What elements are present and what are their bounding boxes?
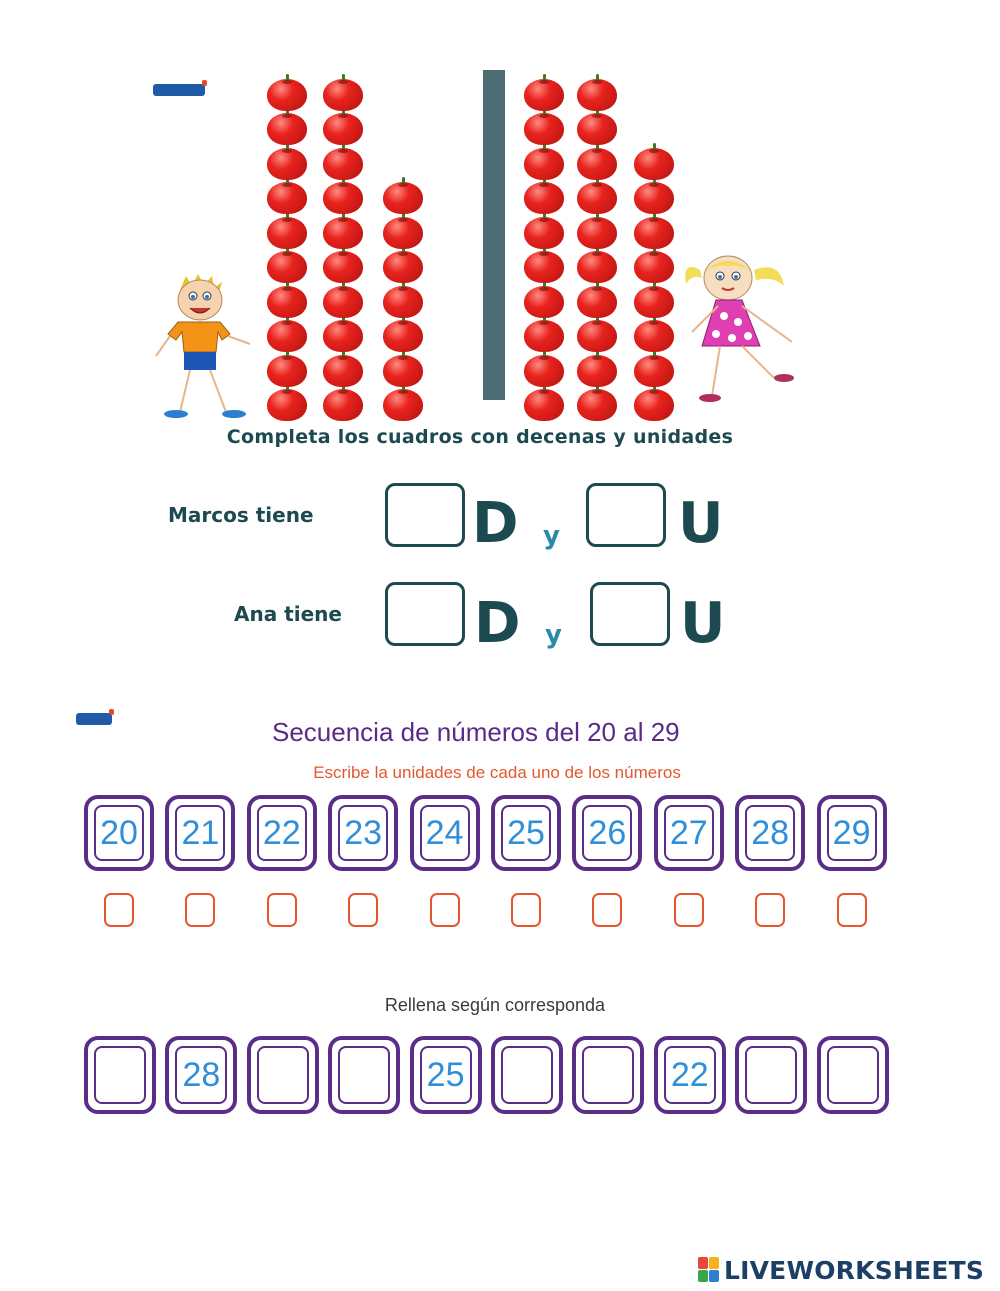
apple-icon: [267, 389, 307, 421]
apple-icon: [577, 113, 617, 145]
fill-card-given: [410, 1036, 482, 1114]
apple-icon: [577, 389, 617, 421]
apple-icon: [524, 79, 564, 111]
apple-icon: [577, 217, 617, 249]
fill-card-given: [654, 1036, 726, 1114]
apple-icon: [577, 79, 617, 111]
number-card: [572, 795, 642, 871]
marcos-units-input[interactable]: [586, 483, 666, 547]
logo-badge-bottom: [76, 713, 112, 725]
logo-badge-top: [153, 84, 205, 96]
marcos-conjunction: y: [543, 521, 560, 551]
units-answer-input[interactable]: [837, 893, 867, 927]
apple-icon: [634, 251, 674, 283]
number-card-value: 21: [175, 805, 225, 861]
apple-icon: [634, 355, 674, 387]
marcos-units-letter: U: [678, 491, 724, 556]
apple-icon: [323, 389, 363, 421]
ana-conjunction: y: [545, 620, 562, 650]
fill-card-value: 28: [175, 1046, 227, 1104]
number-card: [654, 795, 724, 871]
apple-icon: [323, 355, 363, 387]
number-card-value: 25: [501, 805, 551, 861]
number-card-value: 26: [582, 805, 632, 861]
fill-card-value: [827, 1046, 879, 1104]
apple-icon: [383, 251, 423, 283]
apple-icon: [634, 182, 674, 214]
apple-icon: [524, 286, 564, 318]
apple-icon: [267, 217, 307, 249]
units-answer-input[interactable]: [674, 893, 704, 927]
brand-logo: [698, 1255, 984, 1285]
number-card: [817, 795, 887, 871]
apple-icon: [634, 148, 674, 180]
fill-card-value: [745, 1046, 797, 1104]
apple-icon: [267, 182, 307, 214]
apple-icon: [524, 320, 564, 352]
apple-icon: [323, 148, 363, 180]
apple-icon: [267, 251, 307, 283]
divider-bar: [483, 70, 505, 400]
fill-card-value: [94, 1046, 146, 1104]
units-answer-input[interactable]: [267, 893, 297, 927]
units-answer-input[interactable]: [511, 893, 541, 927]
fill-card-value: [338, 1046, 390, 1104]
apple-icon: [634, 320, 674, 352]
apple-icon: [577, 148, 617, 180]
apple-icon: [634, 217, 674, 249]
apple-icon: [524, 217, 564, 249]
fill-card-value: [582, 1046, 634, 1104]
ana-units-letter: U: [680, 591, 726, 656]
apple-icon: [323, 286, 363, 318]
apple-icon: [267, 113, 307, 145]
apple-icon: [323, 182, 363, 214]
number-card: [165, 795, 235, 871]
apple-icon: [577, 355, 617, 387]
apple-icon: [267, 79, 307, 111]
number-card-value: 22: [257, 805, 307, 861]
number-card: [84, 795, 154, 871]
apple-icon: [577, 320, 617, 352]
fill-card-value: 22: [664, 1046, 716, 1104]
apple-icon: [634, 389, 674, 421]
fill-card-value: 25: [420, 1046, 472, 1104]
fill-title: Rellena según corresponda: [384, 995, 606, 1015]
number-card-value: 28: [745, 805, 795, 861]
fill-card-input[interactable]: [247, 1036, 319, 1114]
apple-icon: [267, 320, 307, 352]
sequence-title: Secuencia de números del 20 al 29: [272, 717, 680, 747]
number-card: [491, 795, 561, 871]
fill-card-value: [257, 1046, 309, 1104]
fill-card-input[interactable]: [491, 1036, 563, 1114]
apple-icon: [524, 251, 564, 283]
ana-units-input[interactable]: [590, 582, 670, 646]
apple-icon: [323, 320, 363, 352]
apple-icon: [323, 113, 363, 145]
apple-icon: [267, 148, 307, 180]
marcos-label: Marcos tiene: [168, 503, 314, 527]
liveworksheets-icon: [698, 1257, 720, 1283]
boy-illustration: [150, 270, 270, 420]
apple-icon: [323, 79, 363, 111]
apple-icon: [577, 286, 617, 318]
girl-illustration: [680, 250, 805, 405]
marcos-tens-input[interactable]: [385, 483, 465, 547]
fill-card-value: [501, 1046, 553, 1104]
units-answer-input[interactable]: [592, 893, 622, 927]
fill-card-input[interactable]: [817, 1036, 889, 1114]
apple-icon: [383, 217, 423, 249]
units-answer-input[interactable]: [348, 893, 378, 927]
units-answer-input[interactable]: [430, 893, 460, 927]
units-answer-input[interactable]: [755, 893, 785, 927]
number-card: [328, 795, 398, 871]
apple-icon: [577, 182, 617, 214]
number-card: [735, 795, 805, 871]
ana-label: Ana tiene: [234, 602, 342, 626]
number-card-value: 20: [94, 805, 144, 861]
apple-icon: [634, 286, 674, 318]
apple-icon: [524, 355, 564, 387]
number-card: [410, 795, 480, 871]
apple-icon: [524, 182, 564, 214]
apple-icon: [267, 355, 307, 387]
fill-card-input[interactable]: [735, 1036, 807, 1114]
apple-icon: [383, 355, 423, 387]
brand-name: LIVEWORKSHEETS: [724, 1255, 985, 1285]
apple-icon: [577, 251, 617, 283]
sequence-subtitle: Escribe la unidades de cada uno de los números: [313, 763, 681, 782]
fill-card-given: [165, 1036, 237, 1114]
number-card-value: 27: [664, 805, 714, 861]
number-card-value: 29: [827, 805, 877, 861]
fill-card-input[interactable]: [572, 1036, 644, 1114]
instruction-text: Completa los cuadros con decenas y unidades: [226, 426, 734, 448]
number-card-value: 23: [338, 805, 388, 861]
units-answer-input[interactable]: [185, 893, 215, 927]
apple-icon: [524, 113, 564, 145]
number-card-value: 24: [420, 805, 470, 861]
apple-icon: [524, 148, 564, 180]
apple-icon: [323, 217, 363, 249]
apple-icon: [323, 251, 363, 283]
number-card: [247, 795, 317, 871]
apple-icon: [383, 320, 423, 352]
apple-icon: [383, 389, 423, 421]
apple-icon: [383, 182, 423, 214]
ana-tens-input[interactable]: [385, 582, 465, 646]
units-answer-input[interactable]: [104, 893, 134, 927]
apple-icon: [383, 286, 423, 318]
marcos-tens-letter: D: [472, 491, 519, 556]
ana-tens-letter: D: [474, 591, 521, 656]
apple-icon: [524, 389, 564, 421]
fill-card-input[interactable]: [328, 1036, 400, 1114]
fill-card-input[interactable]: [84, 1036, 156, 1114]
apple-icon: [267, 286, 307, 318]
